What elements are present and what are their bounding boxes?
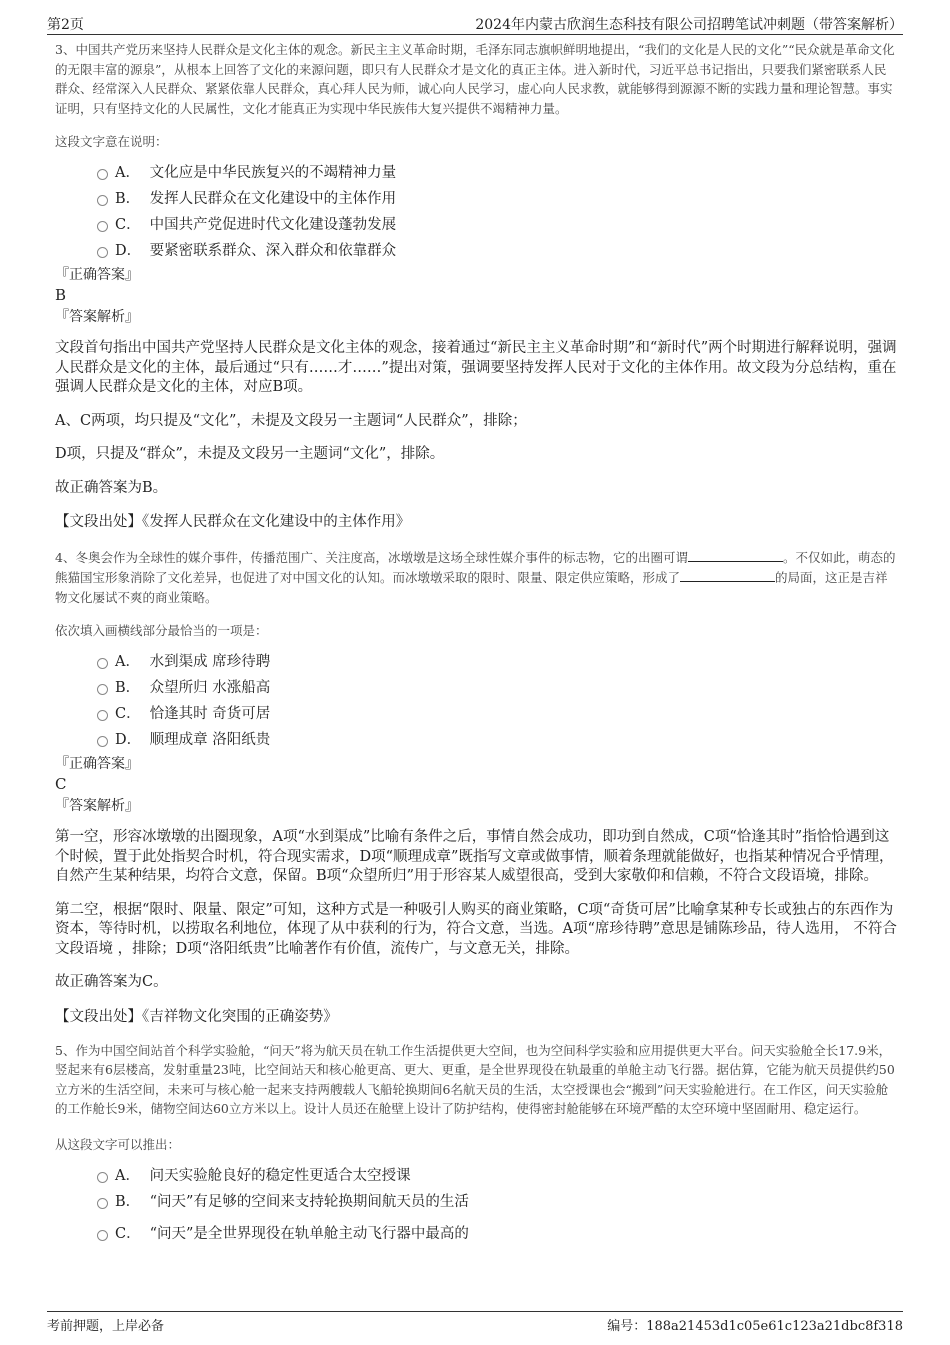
option-text: 众望所归 水涨船高 <box>149 680 271 697</box>
page-content <box>55 40 897 1250</box>
option-d[interactable] <box>97 241 897 267</box>
option-c[interactable] <box>97 1224 897 1250</box>
option-b[interactable] <box>97 1192 897 1218</box>
option-text: 问天实验舱良好的稳定性更适合太空授课 <box>149 1168 411 1185</box>
correct-answer-value: B <box>55 286 67 305</box>
analysis-paragraph: A、C两项，均只提及“文化”，未提及文段另一主题词“人民群众”，排除； <box>55 412 527 429</box>
option-letter: C． <box>115 1226 141 1243</box>
option-text: 顺理成章 洛阳纸贵 <box>149 732 271 749</box>
option-text: “问天”有足够的空间来支持轮换期间航天员的生活 <box>149 1194 469 1211</box>
option-letter: A． <box>115 654 140 671</box>
option-letter: D． <box>115 732 142 749</box>
fill-blank-2 <box>680 569 775 582</box>
radio-icon[interactable] <box>97 1172 108 1183</box>
option-text: 文化应是中华民族复兴的不竭精神力量 <box>149 165 397 182</box>
option-letter: C． <box>115 217 141 234</box>
radio-icon[interactable] <box>97 221 108 232</box>
radio-icon[interactable] <box>97 684 108 695</box>
serial-number: 188a21453d1c05e61c123a21dbc8f318 <box>646 1319 903 1334</box>
option-letter: B． <box>115 1194 141 1211</box>
question-5-stem: 5、作为中国空间站首个科学实验舱，“问天”将为航天员在轨工作生活提供更大空间，也为空间科学实验和应用提供更大平台。问天实验舱全长17.9米，竖起来有6层楼高，发射重量23吨，比空间站天和核心舱更高、更大、更重，是全世界现役在轨最重的单舱主动飞行器。据估算，它能为航天员提供约50立方米的生活空间，未来可与核心舱一起来支持两艘载人飞船轮换期间6名航天员的生活，太空授课也会“搬到”问天实验舱进行。在工作区，问天实验舱的工作舱长9米，储物空间达60立方米以上。设计人员还在舱壁上设计了防护结构，使得密封舱能够在环境严酷的太空环境中坚固耐用、稳定运行。 <box>55 1042 895 1117</box>
question-5-prompt: 从这段文字可以推出： <box>55 1137 181 1153</box>
correct-answer-label: 『正确答案』 <box>55 756 139 773</box>
passage-source: 【文段出处】《吉祥物文化突围的正确姿势》 <box>55 1008 338 1025</box>
correct-answer-value: C <box>55 775 67 794</box>
radio-icon[interactable] <box>97 710 108 721</box>
option-text: “问天”是全世界现役在轨单舱主动飞行器中最高的 <box>149 1226 469 1243</box>
fill-blank-1 <box>688 549 783 562</box>
serial-label: 编号： <box>607 1319 647 1334</box>
document-title: 2024年内蒙古欣润生态科技有限公司招聘笔试冲刺题（带答案解析） <box>475 17 903 33</box>
page-header <box>47 12 903 35</box>
analysis-conclusion: 故正确答案为C。 <box>55 974 168 991</box>
analysis-paragraph: 第二空，根据“限时、限量、限定”可知，这种方式是一种吸引人购买的商业策略，C项“奇货可居”比喻拿某种专长或独占的东西作为资本，等待时机，以捞取名利地位，体现了从中获利的行为，符合文意，当选。A项“席珍待聘”意思是铺陈珍品，待人选用， 不符合文段语境 ，排除；D项“洛阳纸贵”比喻著作有价值，流传广，与文意无关，排除。 <box>55 901 897 957</box>
radio-icon[interactable] <box>97 1198 108 1209</box>
option-c[interactable] <box>97 704 897 730</box>
analysis-conclusion: 故正确答案为B。 <box>55 479 168 496</box>
option-text: 恰逢其时 奇货可居 <box>149 706 271 723</box>
option-letter: B． <box>115 680 141 697</box>
option-letter: D． <box>115 243 142 260</box>
option-letter: C． <box>115 706 141 723</box>
question-3-prompt: 这段文字意在说明： <box>55 134 168 150</box>
option-letter: A． <box>115 1168 140 1185</box>
radio-icon[interactable] <box>97 247 108 258</box>
stem-part: 的局面，这正是吉祥物文化屡试不爽的商业策略。 <box>55 569 888 605</box>
analysis-paragraph: 第一空，形容冰墩墩的出圈现象，A项“水到渠成”比喻有条件之后，事情自然会成功，即功到自然成，C项“恰逢其时”指恰恰遇到这个时候，置于此处指契合时机，符合现实需求，D项“顺理成章”既指写文章或做事情，顺着条理就能做好，也指某种情况合乎情理，自然产生某种结果，均符合文意，保留。B项“众望所归”用于形容某人威望很高，受到大家敬仰和信赖，不符合文段语境，排除。 <box>55 829 894 885</box>
footer-motto: 考前押题，上岸必备 <box>47 1319 165 1334</box>
option-a[interactable] <box>97 163 897 189</box>
option-a[interactable] <box>97 1166 897 1192</box>
radio-icon[interactable] <box>97 1230 108 1241</box>
page-number: 第2页 <box>47 17 84 33</box>
analysis-label: 『答案解析』 <box>55 798 139 815</box>
passage-source: 【文段出处】《发挥人民群众在文化建设中的主体作用》 <box>55 514 411 531</box>
correct-answer-label: 『正确答案』 <box>55 267 139 284</box>
radio-icon[interactable] <box>97 736 108 747</box>
option-text: 水到渠成 席珍待聘 <box>149 654 271 671</box>
stem-part: 。不仅如此，萌态的熊猫国宝形象消除了文化差异，也促进了对中国文化的认知。而冰墩墩采取的限时、限量、限定供应策略，形成了 <box>55 550 896 585</box>
question-4-prompt: 依次填入画横线部分最恰当的一项是： <box>55 623 268 639</box>
radio-icon[interactable] <box>97 195 108 206</box>
question-4 <box>55 548 897 1026</box>
page-footer <box>47 1311 903 1336</box>
analysis-label: 『答案解析』 <box>55 309 139 326</box>
question-4-options <box>97 652 897 756</box>
option-text: 要紧密联系群众、深入群众和依靠群众 <box>149 243 397 260</box>
option-text: 中国共产党促进时代文化建设蓬勃发展 <box>149 217 397 234</box>
radio-icon[interactable] <box>97 658 108 669</box>
stem-part: 4、冬奥会作为全球性的媒介事件，传播范围广、关注度高，冰墩墩是这场全球性媒介事件的标志物，它的出圈可谓 <box>55 550 688 566</box>
question-5-options <box>97 1166 897 1250</box>
analysis-paragraph: D项，只提及“群众”，未提及文段另一主题词“文化”，排除。 <box>55 446 445 463</box>
option-text: 发挥人民群众在文化建设中的主体作用 <box>149 191 397 208</box>
question-4-stem <box>55 548 897 607</box>
option-a[interactable] <box>97 652 897 678</box>
question-3-options <box>97 163 897 267</box>
question-3 <box>55 40 897 532</box>
option-c[interactable] <box>97 215 897 241</box>
option-letter: A． <box>115 165 140 182</box>
question-3-stem: 3、中国共产党历来坚持人民群众是文化主体的观念。新民主主义革命时期，毛泽东同志旗帜鲜明地提出，“我们的文化是人民的文化”“民众就是革命文化的无限丰富的源泉”，从根本上回答了文化的来源问题，即只有人民群众才是文化的真正主体。进入新时代，习近平总书记指出，只要我们紧密联系人民群众、经常深入人民群众、紧紧依靠人民群众，真心拜人民为师，诚心向人民学习，虚心向人民求教，就能够得到源源不断的实践力量和理论智慧。事实证明，只有坚持文化的人民属性，文化才能真正为实现中华民族伟大复兴提供不竭精神力量。 <box>55 42 895 116</box>
option-b[interactable] <box>97 189 897 215</box>
option-letter: B． <box>115 191 141 208</box>
option-d[interactable] <box>97 730 897 756</box>
analysis-paragraph: 文段首句指出中国共产党坚持人民群众是文化主体的观念，接着通过“新民主主义革命时期”和“新时代”两个时期进行解释说明，强调人民群众是文化的主体，最后通过“只有……才……”提出对策，强调要坚持发挥人民对于文化的主体作用。故文段为分总结构，重在强调人民群众是文化的主体，对应B项。 <box>55 340 897 396</box>
question-5 <box>55 1041 897 1250</box>
document-serial <box>607 1315 903 1334</box>
radio-icon[interactable] <box>97 169 108 180</box>
option-b[interactable] <box>97 678 897 704</box>
